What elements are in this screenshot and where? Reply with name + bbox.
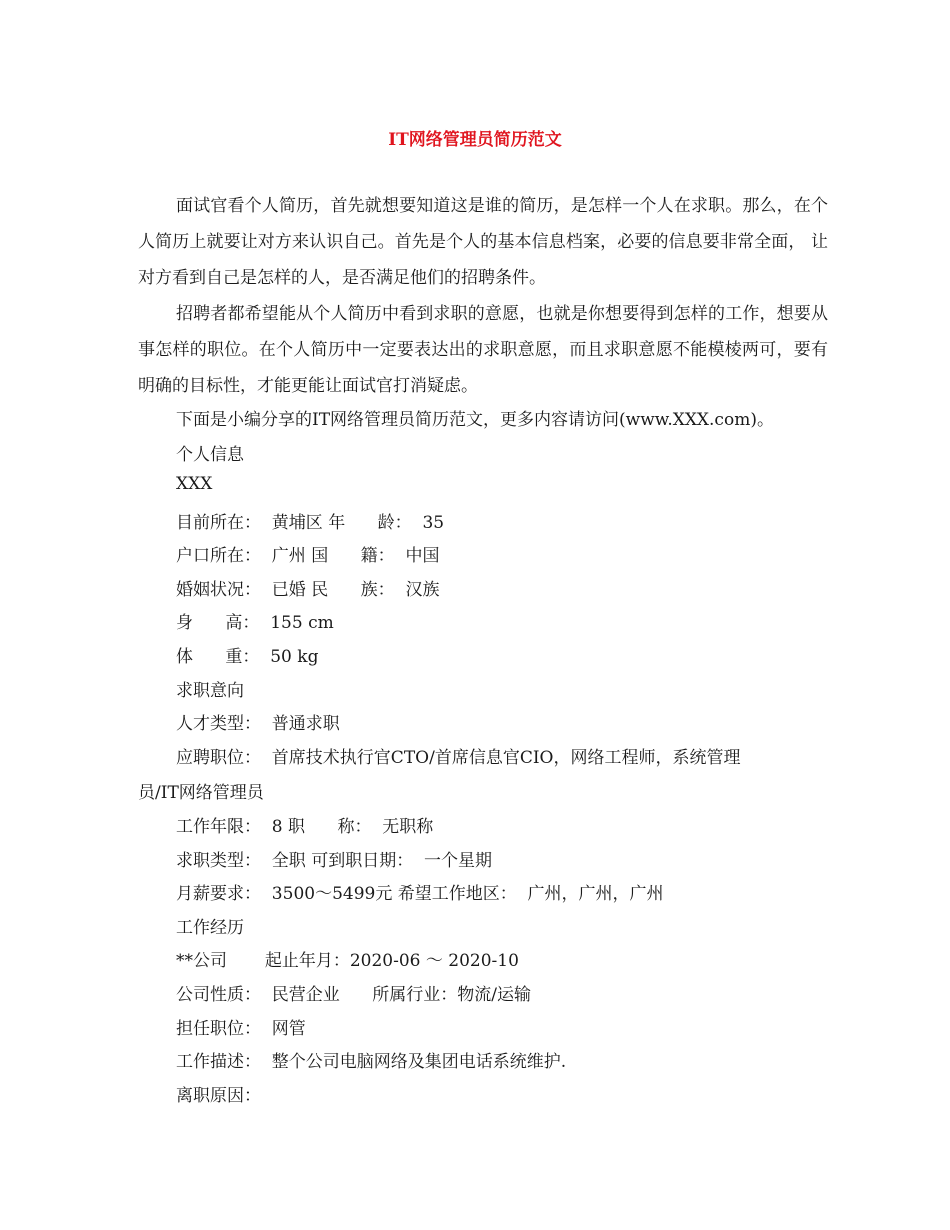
hukou-nationality-line: 户口所在： 广州 国 籍： 中国 [176,546,440,566]
section-personal-info: 个人信息 [176,445,244,465]
marital-ethnicity-line: 婚姻状况： 已婚 民 族： 汉族 [176,580,440,600]
location-age-line: 目前所在： 黄埔区 年 龄： 35 [176,513,445,533]
applied-position-line: 应聘职位： 首席技术执行官CTO/首席信息官CIO，网络工程师，系统管理 [176,748,741,768]
weight-line: 体 重： 50 kg [176,647,319,667]
name-line: XXX [176,474,213,494]
applied-position-line-cont: 员/IT网络管理员 [138,783,264,803]
section-job-intention: 求职意向 [176,681,244,701]
paragraph-2: 招聘者都希望能从个人简历中看到求职的意愿，也就是你想要得到怎样的工作，想要从事怎样的职位。在个人简历中一定要表达出的求职意愿，而且求职意愿不能模棱两可，要有明确的目标性，才能更能让面试官打消疑虑。 [138,304,828,396]
company-nature-line: 公司性质： 民营企业 所属行业：物流/运输 [176,985,531,1005]
intro-line: 下面是小编分享的IT网络管理员简历范文，更多内容请访问(www.XXX.com)。 [176,410,774,430]
leave-reason-line: 离职原因： [176,1086,261,1106]
work-description-line: 工作描述： 整个公司电脑网络及集团电话系统维护. [176,1052,567,1072]
job-type-line: 求职类型： 全职 可到职日期： 一个星期 [176,851,493,871]
company-line: **公司 起止年月：2020-06 ～ 2020-10 [176,951,519,971]
salary-line: 月薪要求： 3500～5499元 希望工作地区： 广州，广州，广州 [176,884,664,904]
document-title: IT网络管理员简历范文 [388,130,562,150]
section-work-experience: 工作经历 [176,918,244,938]
work-years-title-line: 工作年限： 8 职 称： 无职称 [176,817,434,837]
position-held-line: 担任职位： 网管 [176,1019,306,1039]
talent-type-line: 人才类型： 普通求职 [176,714,340,734]
paragraph-1: 面试官看个人简历，首先就想要知道这是谁的简历，是怎样一个人在求职。那么，在个人简历上就要让对方来认识自己。首先是个人的基本信息档案，必要的信息要非常全面， 让对方看到自己是怎样的人，是否满足他们的招聘条件。 [138,196,828,288]
height-line: 身 高： 155 cm [176,613,334,633]
